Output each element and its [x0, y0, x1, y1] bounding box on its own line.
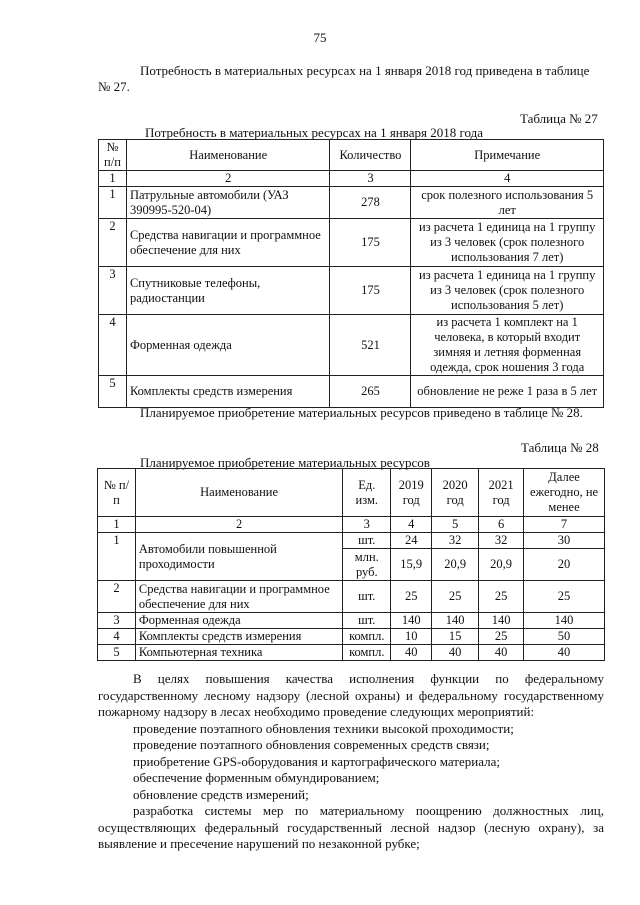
cell-num: 5 [98, 645, 136, 661]
header-later: Далее ежегодно, не менее [524, 469, 605, 517]
cell-num: 3 [98, 613, 136, 629]
cell-name: Компьютерная техника [135, 645, 342, 661]
cell-qty: 278 [330, 187, 411, 219]
cell-note: из расчета 1 единица на 1 группу из 3 человек (срок полезного использования 5 лет) [411, 267, 604, 315]
header-2020: 2020 год [432, 469, 479, 517]
cell-later: 50 [524, 629, 605, 645]
list-item: обновление средств измерений; [133, 786, 309, 802]
header-num: № п/п [99, 140, 127, 171]
table-27-label: Таблица № 27 [520, 111, 598, 126]
list-item: проведение поэтапного обновления современных средств связи; [133, 737, 490, 752]
cell-unit: шт. [343, 613, 391, 629]
cell-name: Форменная одежда [135, 613, 342, 629]
cell-qty: 265 [330, 376, 411, 408]
list-item: обеспечение форменным обмундированием; [133, 770, 380, 785]
intro-t27-cont: № 27. [98, 79, 130, 94]
cell-qty: 521 [330, 315, 411, 376]
intro-t27: Потребность в материальных ресурсах на 1 января 2018 год приведена в таблице [140, 63, 590, 78]
cell-name: Комплекты средств измерения [135, 629, 342, 645]
header-qty: Количество [330, 140, 411, 171]
table-28 [97, 468, 605, 661]
header-unit: Ед. изм. [343, 469, 391, 517]
cell-later: 25 [524, 581, 605, 613]
colnum: 7 [524, 517, 605, 533]
table-28-title: Планируемое приобретение материальных ресурсов [140, 455, 430, 470]
table-row [98, 629, 605, 645]
cell-unit: компл. [343, 645, 391, 661]
cell-note: срок полезного использования 5 лет [411, 187, 604, 219]
intro-t28: Планируемое приобретение материальных ресурсов приведено в таблице № 28. [140, 405, 583, 420]
cell-note: из расчета 1 единица на 1 группу из 3 человек (срок полезного использования 7 лет) [411, 219, 604, 267]
page-number: 75 [313, 30, 327, 45]
cell-later: 20 [524, 549, 605, 581]
list-item: проведение поэтапного обновления техники высокой проходимости; [133, 720, 514, 736]
cell-2021: 20,9 [479, 549, 524, 581]
cell-note: из расчета 1 комплект на 1 человека, в который входит зимняя и летняя форменная одежда, срок ношения 3 года [411, 315, 604, 376]
table-28-label: Таблица № 28 [521, 440, 599, 455]
cell-num: 1 [99, 187, 127, 219]
cell-2020: 25 [432, 581, 479, 613]
colnum: 6 [479, 517, 524, 533]
cell-2021: 25 [479, 581, 524, 613]
header-name: Наименование [126, 140, 330, 171]
cell-2019: 25 [391, 581, 432, 613]
colnum: 1 [98, 517, 136, 533]
cell-qty: 175 [330, 219, 411, 267]
colnum: 2 [126, 171, 330, 187]
header-2021: 2021 год [479, 469, 524, 517]
cell-note: обновление не реже 1 раза в 5 лет [411, 376, 604, 408]
cell-2021: 40 [479, 645, 524, 661]
cell-2020: 20,9 [432, 549, 479, 581]
cell-name: Средства навигации и программное обеспечение для них [135, 581, 342, 613]
table-row [99, 315, 604, 376]
closing-p1-line2: государственному лесному надзору (лесной охраны) и федеральному государственному [98, 687, 604, 703]
cell-later: 30 [524, 533, 605, 549]
colnum: 2 [135, 517, 342, 533]
cell-2019: 24 [391, 533, 432, 549]
cell-later: 40 [524, 645, 605, 661]
cell-num: 3 [99, 267, 127, 315]
cell-unit: компл. [343, 629, 391, 645]
header-note: Примечание [411, 140, 604, 171]
cell-name: Средства навигации и программное обеспечение для них [126, 219, 330, 267]
closing-text [98, 671, 604, 853]
header-2019: 2019 год [391, 469, 432, 517]
cell-name: Форменная одежда [126, 315, 330, 376]
colnum: 1 [99, 171, 127, 187]
colnum: 3 [343, 517, 391, 533]
cell-2021: 32 [479, 533, 524, 549]
colnum: 4 [411, 171, 604, 187]
closing-p1-line3: пожарному надзору в лесах необходимо проведение следующих мероприятий: [98, 704, 535, 719]
closing-p2-line2: осуществляющих федеральный государственный лесной надзор (лесную охрану), за [98, 819, 604, 835]
cell-2020: 32 [432, 533, 479, 549]
cell-2021: 140 [479, 613, 524, 629]
colnum: 4 [391, 517, 432, 533]
cell-unit: шт. [343, 581, 391, 613]
closing-p2-line1: разработка системы мер по материальному поощрению должностных лиц, [133, 803, 604, 818]
table-row [99, 267, 604, 315]
closing-p1-line1: В целях повышения качества исполнения функции по федеральному [133, 671, 604, 686]
table-row [99, 219, 604, 267]
colnum: 5 [432, 517, 479, 533]
header-num: № п/п [98, 469, 136, 517]
cell-2019: 10 [391, 629, 432, 645]
table-row [99, 187, 604, 219]
cell-num: 2 [98, 581, 136, 613]
cell-unit: млн. руб. [343, 549, 391, 581]
cell-name: Спутниковые телефоны, радиостанции [126, 267, 330, 315]
cell-2021: 25 [479, 629, 524, 645]
table-27-title: Потребность в материальных ресурсах на 1 января 2018 года [145, 125, 483, 140]
cell-unit: шт. [343, 533, 391, 549]
cell-num: 4 [98, 629, 136, 645]
cell-2020: 40 [432, 645, 479, 661]
cell-num: 2 [99, 219, 127, 267]
table-row [98, 645, 605, 661]
cell-2020: 140 [432, 613, 479, 629]
list-item: приобретение GPS-оборудования и картографического материала; [133, 753, 500, 769]
table-27 [98, 139, 604, 408]
table-row [99, 376, 604, 408]
cell-2020: 15 [432, 629, 479, 645]
cell-name: Автомобили повышенной проходимости [135, 533, 342, 581]
table-row [98, 613, 605, 629]
cell-num: 1 [98, 533, 136, 581]
cell-num: 5 [99, 376, 127, 408]
table-row [98, 581, 605, 613]
cell-name: Комплекты средств измерения [126, 376, 330, 408]
colnum: 3 [330, 171, 411, 187]
cell-qty: 175 [330, 267, 411, 315]
cell-name: Патрульные автомобили (УАЗ 390995-520-04) [126, 187, 330, 219]
cell-2019: 140 [391, 613, 432, 629]
closing-p2-line3: выявление и пресечение нарушений по незаконной рубке; [98, 836, 420, 851]
cell-2019: 15,9 [391, 549, 432, 581]
cell-2019: 40 [391, 645, 432, 661]
cell-num: 4 [99, 315, 127, 376]
cell-later: 140 [524, 613, 605, 629]
table-row [98, 533, 605, 549]
header-name: Наименование [135, 469, 342, 517]
